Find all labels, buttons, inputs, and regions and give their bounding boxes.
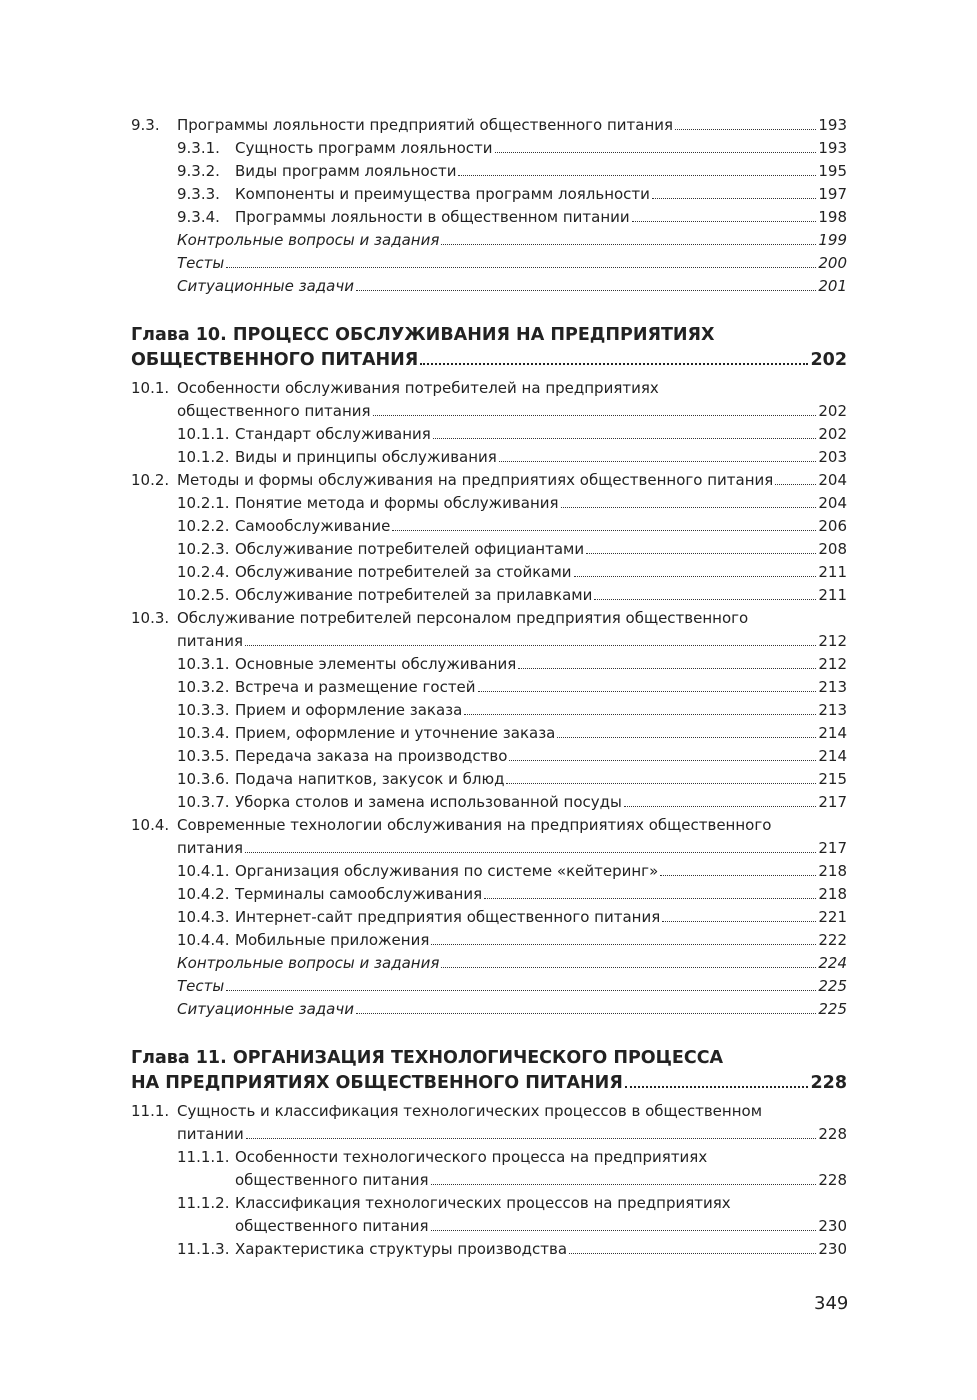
dot-leader [499, 461, 817, 462]
section-number: 10.4.1. [177, 862, 230, 880]
toc-entry-10-3-5 [131, 745, 847, 768]
dot-leader [431, 944, 816, 945]
page-ref: 213 [818, 678, 847, 696]
toc-entry-ch9-questions [131, 229, 847, 252]
section-title: Подача напитков, закусок и блюд [235, 770, 505, 788]
page-ref: 217 [818, 793, 847, 811]
section-title: Характеристика структуры производства [235, 1240, 568, 1258]
page-ref: 203 [818, 448, 847, 466]
toc-entry-10-3-line1 [131, 607, 847, 630]
section-number: 10.2. [131, 471, 170, 489]
toc-entry-10-3-4 [131, 722, 847, 745]
dot-leader [518, 668, 816, 669]
dot-leader [420, 363, 808, 365]
section-title: Стандарт обслуживания [235, 425, 431, 443]
section-title: Терминалы самообслуживания [235, 885, 483, 903]
section-number: 9.3.1. [177, 139, 220, 157]
page-ref: 201 [818, 277, 847, 295]
dot-leader [478, 691, 817, 692]
section-number: 10.4.3. [177, 908, 230, 926]
section-title: Сущность программ лояльности [235, 139, 493, 157]
page-ref: 204 [818, 471, 847, 489]
dot-leader [557, 737, 816, 738]
toc-entry-10-2 [131, 469, 847, 492]
toc-entry-11-1-2-line1 [131, 1192, 847, 1215]
section-title: Тесты [177, 977, 225, 995]
page-ref: 213 [818, 701, 847, 719]
dot-leader [660, 875, 816, 876]
dot-leader [569, 1253, 816, 1254]
dot-leader [561, 507, 817, 508]
page-ref: 221 [818, 908, 847, 926]
section-title: Сущность и классификация технологических процессов в общественном [177, 1102, 763, 1120]
section-title: Основные элементы обслуживания [235, 655, 517, 673]
toc-entry-9-3-2 [131, 160, 847, 183]
section-title: Контрольные вопросы и задания [177, 231, 440, 249]
page-ref: 218 [818, 862, 847, 880]
table-of-contents [131, 114, 847, 1261]
section-title: Программы лояльности в общественном питании [235, 208, 630, 226]
dot-leader [495, 152, 817, 153]
page-ref: 208 [818, 540, 847, 558]
toc-entry-10-3-7 [131, 791, 847, 814]
section-title: Мобильные приложения [235, 931, 430, 949]
section-number: 9.3.2. [177, 162, 220, 180]
page-ref: 204 [818, 494, 847, 512]
toc-entry-10-2-4 [131, 561, 847, 584]
section-number: 11.1. [131, 1102, 170, 1120]
section-title: Методы и формы обслуживания на предприятиях общественного питания [177, 471, 774, 489]
section-title: Тесты [177, 254, 225, 272]
page-ref: 218 [818, 885, 847, 903]
toc-entry-11-1-1-line1 [131, 1146, 847, 1169]
section-title-cont: общественного питания [177, 402, 371, 420]
section-number: 10.4. [131, 816, 170, 834]
toc-entry-10-4-line2 [131, 837, 847, 860]
page-ref: 228 [818, 1125, 847, 1143]
toc-entry-10-4-4 [131, 929, 847, 952]
page-ref: 215 [818, 770, 847, 788]
toc-entry-10-2-2 [131, 515, 847, 538]
toc-entry-ch10-cases [131, 998, 847, 1021]
section-number: 10.3.3. [177, 701, 230, 719]
section-title-cont: питания [177, 839, 244, 857]
page-ref: 202 [810, 350, 847, 370]
toc-entry-ch10-tests [131, 975, 847, 998]
section-number: 10.1. [131, 379, 170, 397]
dot-leader [775, 484, 816, 485]
section-title-cont: питания [177, 632, 244, 650]
toc-entry-ch10-questions [131, 952, 847, 975]
page-ref: 224 [818, 954, 847, 972]
page-ref: 211 [818, 586, 847, 604]
toc-entry-10-1-line2 [131, 400, 847, 423]
toc-entry-11-1-line2 [131, 1123, 847, 1146]
dot-leader [675, 129, 816, 130]
dot-leader [594, 599, 816, 600]
page-ref: 212 [818, 632, 847, 650]
page-ref: 212 [818, 655, 847, 673]
dot-leader [484, 898, 816, 899]
section-number: 10.3. [131, 609, 170, 627]
section-number: 9.3.4. [177, 208, 220, 226]
chapter-title-line2 [131, 348, 847, 373]
section-number: 11.1.2. [177, 1194, 230, 1212]
toc-entry-ch9-tests [131, 252, 847, 275]
page-ref: 230 [818, 1217, 847, 1235]
dot-leader [506, 783, 816, 784]
dot-leader [431, 1184, 817, 1185]
dot-leader [464, 714, 816, 715]
page-ref: 225 [818, 1000, 847, 1018]
section-number: 9.3. [131, 116, 160, 134]
section-title: Компоненты и преимущества программ лояльности [235, 185, 650, 203]
section-title: Современные технологии обслуживания на предприятиях общественного [177, 816, 772, 834]
dot-leader [226, 267, 816, 268]
section-title: Классификация технологических процессов на предприятиях [235, 1194, 731, 1212]
page-ref: 214 [818, 724, 847, 742]
dot-leader [586, 553, 816, 554]
section-title: Интернет-сайт предприятия общественного питания [235, 908, 661, 926]
dot-leader [433, 438, 817, 439]
section-number: 10.1.2. [177, 448, 230, 466]
page-ref: 206 [818, 517, 847, 535]
page-ref: 195 [818, 162, 847, 180]
section-number: 10.1.1. [177, 425, 230, 443]
section-title: Организация обслуживания по системе «кейтеринг» [235, 862, 659, 880]
chapter-title: ОБЩЕСТВЕННОГО ПИТАНИЯ [131, 350, 419, 370]
dot-leader [574, 576, 817, 577]
page-ref: 193 [818, 139, 847, 157]
dot-leader [652, 198, 816, 199]
toc-entry-10-3-1 [131, 653, 847, 676]
section-number: 10.4.4. [177, 931, 230, 949]
toc-entry-10-2-5 [131, 584, 847, 607]
page-ref: 228 [810, 1073, 847, 1093]
toc-entry-10-1-2 [131, 446, 847, 469]
page-ref: 222 [818, 931, 847, 949]
toc-entry-9-3-1 [131, 137, 847, 160]
chapter-title-line1: Глава 11. ОРГАНИЗАЦИЯ ТЕХНОЛОГИЧЕСКОГО ПРОЦЕССА [131, 1048, 724, 1068]
page-ref: 230 [818, 1240, 847, 1258]
page-ref: 199 [818, 231, 847, 249]
dot-leader [662, 921, 816, 922]
section-number: 10.4.2. [177, 885, 230, 903]
section-number: 9.3.3. [177, 185, 220, 203]
dot-leader [624, 806, 816, 807]
toc-entry-10-3-2 [131, 676, 847, 699]
toc-entry-10-1-line1 [131, 377, 847, 400]
section-number: 10.2.1. [177, 494, 230, 512]
section-number: 10.2.2. [177, 517, 230, 535]
section-title: Передача заказа на производство [235, 747, 508, 765]
dot-leader [226, 990, 816, 991]
chapter-title-line2 [131, 1071, 847, 1096]
section-title: Программы лояльности предприятий общественного питания [177, 116, 674, 134]
section-number: 10.2.5. [177, 586, 230, 604]
section-title: Встреча и размещение гостей [235, 678, 476, 696]
toc-entry-10-2-3 [131, 538, 847, 561]
page-ref: 202 [818, 425, 847, 443]
toc-entry-10-1-1 [131, 423, 847, 446]
toc-entry-10-4-3 [131, 906, 847, 929]
dot-leader [246, 1138, 817, 1139]
section-title: Ситуационные задачи [177, 1000, 354, 1018]
dot-leader [625, 1086, 809, 1088]
page-ref: 211 [818, 563, 847, 581]
section-title: Самообслуживание [235, 517, 391, 535]
section-title-cont: питании [177, 1125, 244, 1143]
toc-entry-11-1-1-line2 [131, 1169, 847, 1192]
toc-entry-10-4-2 [131, 883, 847, 906]
section-title-cont: общественного питания [235, 1217, 429, 1235]
section-number: 11.1.3. [177, 1240, 230, 1258]
page-ref: 228 [818, 1171, 847, 1189]
section-number: 10.3.1. [177, 655, 230, 673]
dot-leader [373, 415, 817, 416]
chapter-title: НА ПРЕДПРИЯТИЯХ ОБЩЕСТВЕННОГО ПИТАНИЯ [131, 1073, 623, 1093]
chapter-11-heading [131, 1046, 847, 1096]
dot-leader [509, 760, 816, 761]
dot-leader [356, 290, 816, 291]
section-number: 10.3.7. [177, 793, 230, 811]
toc-entry-10-4-1 [131, 860, 847, 883]
section-number: 10.3.2. [177, 678, 230, 696]
section-number: 10.2.3. [177, 540, 230, 558]
page-ref: 198 [818, 208, 847, 226]
dot-leader [441, 244, 816, 245]
dot-leader [392, 530, 816, 531]
page-ref: 225 [818, 977, 847, 995]
section-title: Обслуживание потребителей персоналом предприятия общественного [177, 609, 749, 627]
dot-leader [356, 1013, 816, 1014]
page-number: 349 [814, 1293, 849, 1314]
page-ref: 217 [818, 839, 847, 857]
section-title: Обслуживание потребителей официантами [235, 540, 585, 558]
toc-entry-ch9-cases [131, 275, 847, 298]
chapter-title-line1: Глава 10. ПРОЦЕСС ОБСЛУЖИВАНИЯ НА ПРЕДПРИЯТИЯХ [131, 325, 715, 345]
section-title: Понятие метода и формы обслуживания [235, 494, 559, 512]
section-title: Ситуационные задачи [177, 277, 354, 295]
page-ref: 200 [818, 254, 847, 272]
toc-entry-10-3-line2 [131, 630, 847, 653]
section-number: 11.1.1. [177, 1148, 230, 1166]
page-ref: 214 [818, 747, 847, 765]
toc-entry-11-1-line1 [131, 1100, 847, 1123]
section-title: Уборка столов и замена использованной посуды [235, 793, 622, 811]
toc-entry-10-4-line1 [131, 814, 847, 837]
section-title: Виды и принципы обслуживания [235, 448, 497, 466]
section-title: Особенности обслуживания потребителей на предприятиях [177, 379, 659, 397]
toc-entry-11-1-3 [131, 1238, 847, 1261]
toc-entry-10-2-1 [131, 492, 847, 515]
dot-leader [632, 221, 817, 222]
section-title: Прием, оформление и уточнение заказа [235, 724, 556, 742]
dot-leader [245, 852, 816, 853]
toc-entry-9-3 [131, 114, 847, 137]
toc-entry-10-3-3 [131, 699, 847, 722]
dot-leader [431, 1230, 817, 1231]
page-ref: 202 [818, 402, 847, 420]
section-title: Обслуживание потребителей за стойками [235, 563, 572, 581]
section-title: Особенности технологического процесса на предприятиях [235, 1148, 708, 1166]
section-number: 10.3.5. [177, 747, 230, 765]
dot-leader [245, 645, 816, 646]
section-title-cont: общественного питания [235, 1171, 429, 1189]
section-number: 10.3.6. [177, 770, 230, 788]
chapter-10-heading [131, 323, 847, 373]
section-title: Контрольные вопросы и задания [177, 954, 440, 972]
section-title: Прием и оформление заказа [235, 701, 463, 719]
section-title: Виды программ лояльности [235, 162, 457, 180]
section-title: Обслуживание потребителей за прилавками [235, 586, 593, 604]
dot-leader [441, 967, 816, 968]
page-ref: 197 [818, 185, 847, 203]
toc-entry-9-3-4 [131, 206, 847, 229]
dot-leader [458, 175, 816, 176]
page-ref: 193 [818, 116, 847, 134]
toc-entry-9-3-3 [131, 183, 847, 206]
section-number: 10.2.4. [177, 563, 230, 581]
section-number: 10.3.4. [177, 724, 230, 742]
toc-entry-10-3-6 [131, 768, 847, 791]
toc-entry-11-1-2-line2 [131, 1215, 847, 1238]
